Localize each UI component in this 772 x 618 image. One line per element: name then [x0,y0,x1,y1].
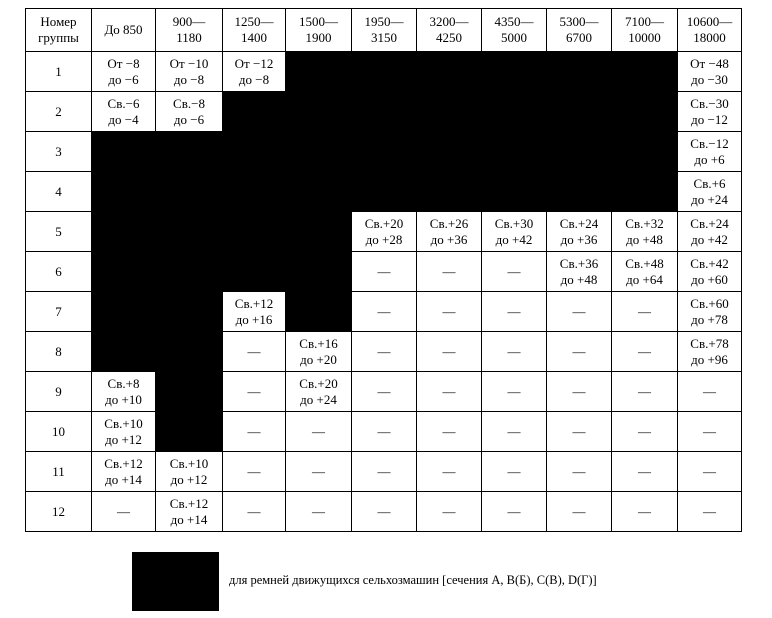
table-row [26,52,742,92]
shaded-cell [417,132,482,172]
value-cell: — [92,492,156,532]
column-header: 5300— 6700 [547,9,612,52]
shaded-cell [92,332,156,372]
shaded-cell [92,132,156,172]
value-cell: — [286,452,352,492]
value-cell: — [352,332,417,372]
value-cell: — [352,452,417,492]
value-cell: — [223,332,286,372]
shaded-cell [352,52,417,92]
value-cell: Св.−30 до −12 [678,92,742,132]
shaded-cell [612,172,678,212]
value-cell: — [482,492,547,532]
value-cell: — [547,332,612,372]
value-cell: Св.−8 до −6 [156,92,223,132]
column-header: 1950— 3150 [352,9,417,52]
shaded-cell [156,252,223,292]
shaded-cell [156,292,223,332]
shaded-cell [223,212,286,252]
shaded-cell [92,172,156,212]
group-number-cell: 2 [26,92,92,132]
value-cell: Св.+32 до +48 [612,212,678,252]
value-cell: — [417,412,482,452]
value-cell: — [482,452,547,492]
value-cell: — [352,252,417,292]
group-number-cell: 8 [26,332,92,372]
value-cell: От −8 до −6 [92,52,156,92]
value-cell: — [482,252,547,292]
table-row [26,172,742,212]
value-cell: — [286,412,352,452]
tolerance-table [25,8,742,532]
group-number-cell: 1 [26,52,92,92]
value-cell: Св.+24 до +36 [547,212,612,252]
value-cell: — [678,372,742,412]
value-cell: — [547,452,612,492]
shaded-cell [156,212,223,252]
shaded-cell [547,172,612,212]
value-cell: Св.+42 до +60 [678,252,742,292]
value-cell: Св.+12 до +14 [156,492,223,532]
shaded-cell [286,292,352,332]
value-cell: Св.+10 до +12 [156,452,223,492]
table-row [26,292,742,332]
legend-text: для ремней движущихся сельхозмашин [сечения А, В(Б), С(В), D(Г)] [229,573,597,587]
value-cell: Св.+48 до +64 [612,252,678,292]
value-cell: Св.+78 до +96 [678,332,742,372]
shaded-cell [417,92,482,132]
value-cell: — [352,492,417,532]
value-cell: — [547,292,612,332]
shaded-cell [92,292,156,332]
value-cell: — [678,412,742,452]
value-cell: — [286,492,352,532]
column-header: 10600— 18000 [678,9,742,52]
group-number-cell: 12 [26,492,92,532]
shaded-cell [482,92,547,132]
value-cell: — [547,492,612,532]
group-number-cell: 9 [26,372,92,412]
value-cell: — [223,452,286,492]
shaded-cell [286,252,352,292]
column-header: 1500— 1900 [286,9,352,52]
value-cell: — [352,412,417,452]
shaded-cell [612,92,678,132]
value-cell: Св.+26 до +36 [417,212,482,252]
shaded-cell [482,52,547,92]
value-cell: — [612,452,678,492]
value-cell: Св.+6 до +24 [678,172,742,212]
value-cell: Св.+10 до +12 [92,412,156,452]
shaded-cell [92,252,156,292]
value-cell: — [223,372,286,412]
shaded-cell [156,132,223,172]
group-number-cell: 3 [26,132,92,172]
value-cell: — [482,372,547,412]
shaded-cell [223,172,286,212]
column-header: 1250— 1400 [223,9,286,52]
shaded-cell [286,172,352,212]
value-cell: — [223,412,286,452]
table-row [26,412,742,452]
group-number-cell: 10 [26,412,92,452]
shaded-cell [156,172,223,212]
value-cell: — [612,292,678,332]
table-row [26,212,742,252]
shaded-cell [286,212,352,252]
table-row [26,92,742,132]
value-cell: — [678,452,742,492]
shaded-cell [352,172,417,212]
column-header: До 850 [92,9,156,52]
table-row [26,332,742,372]
shaded-cell [547,92,612,132]
shaded-cell [612,52,678,92]
shaded-cell [156,332,223,372]
value-cell: От −48 до −30 [678,52,742,92]
value-cell: Св.+16 до +20 [286,332,352,372]
value-cell: — [417,252,482,292]
value-cell: — [417,452,482,492]
column-header: 4350— 5000 [482,9,547,52]
shaded-cell [547,132,612,172]
shaded-cell [482,132,547,172]
value-cell: — [482,292,547,332]
table-row [26,452,742,492]
column-header: 7100— 10000 [612,9,678,52]
value-cell: Св.+8 до +10 [92,372,156,412]
value-cell: — [612,332,678,372]
shaded-cell [612,132,678,172]
value-cell: Св.+20 до +28 [352,212,417,252]
table-row [26,492,742,532]
group-number-cell: 7 [26,292,92,332]
table-row [26,372,742,412]
table-header [26,9,742,52]
shaded-cell [352,92,417,132]
value-cell: — [547,372,612,412]
shaded-cell [223,92,286,132]
value-cell: Св.+36 до +48 [547,252,612,292]
value-cell: Св.+20 до +24 [286,372,352,412]
shaded-cell [156,412,223,452]
shaded-cell [352,132,417,172]
value-cell: — [482,332,547,372]
column-header: 3200— 4250 [417,9,482,52]
value-cell: — [612,492,678,532]
shaded-cell [482,172,547,212]
value-cell: — [612,372,678,412]
column-header: 900— 1180 [156,9,223,52]
legend-swatch [132,552,219,611]
value-cell: — [223,492,286,532]
shaded-cell [286,52,352,92]
table-body [26,52,742,532]
value-cell: — [547,412,612,452]
shaded-cell [547,52,612,92]
shaded-cell [223,252,286,292]
shaded-cell [156,372,223,412]
value-cell: — [417,372,482,412]
value-cell: Св.−12 до +6 [678,132,742,172]
shaded-cell [223,132,286,172]
value-cell: — [482,412,547,452]
table-row [26,252,742,292]
shaded-cell [92,212,156,252]
value-cell: Св.+30 до +42 [482,212,547,252]
value-cell: От −12 до −8 [223,52,286,92]
shaded-cell [417,172,482,212]
value-cell: — [678,492,742,532]
group-number-cell: 6 [26,252,92,292]
shaded-cell [286,132,352,172]
value-cell: От −10 до −8 [156,52,223,92]
shaded-cell [417,52,482,92]
value-cell: Св.−6 до −4 [92,92,156,132]
value-cell: Св.+60 до +78 [678,292,742,332]
value-cell: — [417,492,482,532]
value-cell: Св.+12 до +14 [92,452,156,492]
value-cell: — [352,292,417,332]
value-cell: — [417,292,482,332]
group-number-cell: 5 [26,212,92,252]
value-cell: Св.+12 до +16 [223,292,286,332]
value-cell: — [417,332,482,372]
group-number-header: Номер группы [26,9,92,52]
group-number-cell: 4 [26,172,92,212]
value-cell: — [612,412,678,452]
table-row [26,132,742,172]
shaded-cell [286,92,352,132]
value-cell: Св.+24 до +42 [678,212,742,252]
group-number-cell: 11 [26,452,92,492]
value-cell: — [352,372,417,412]
